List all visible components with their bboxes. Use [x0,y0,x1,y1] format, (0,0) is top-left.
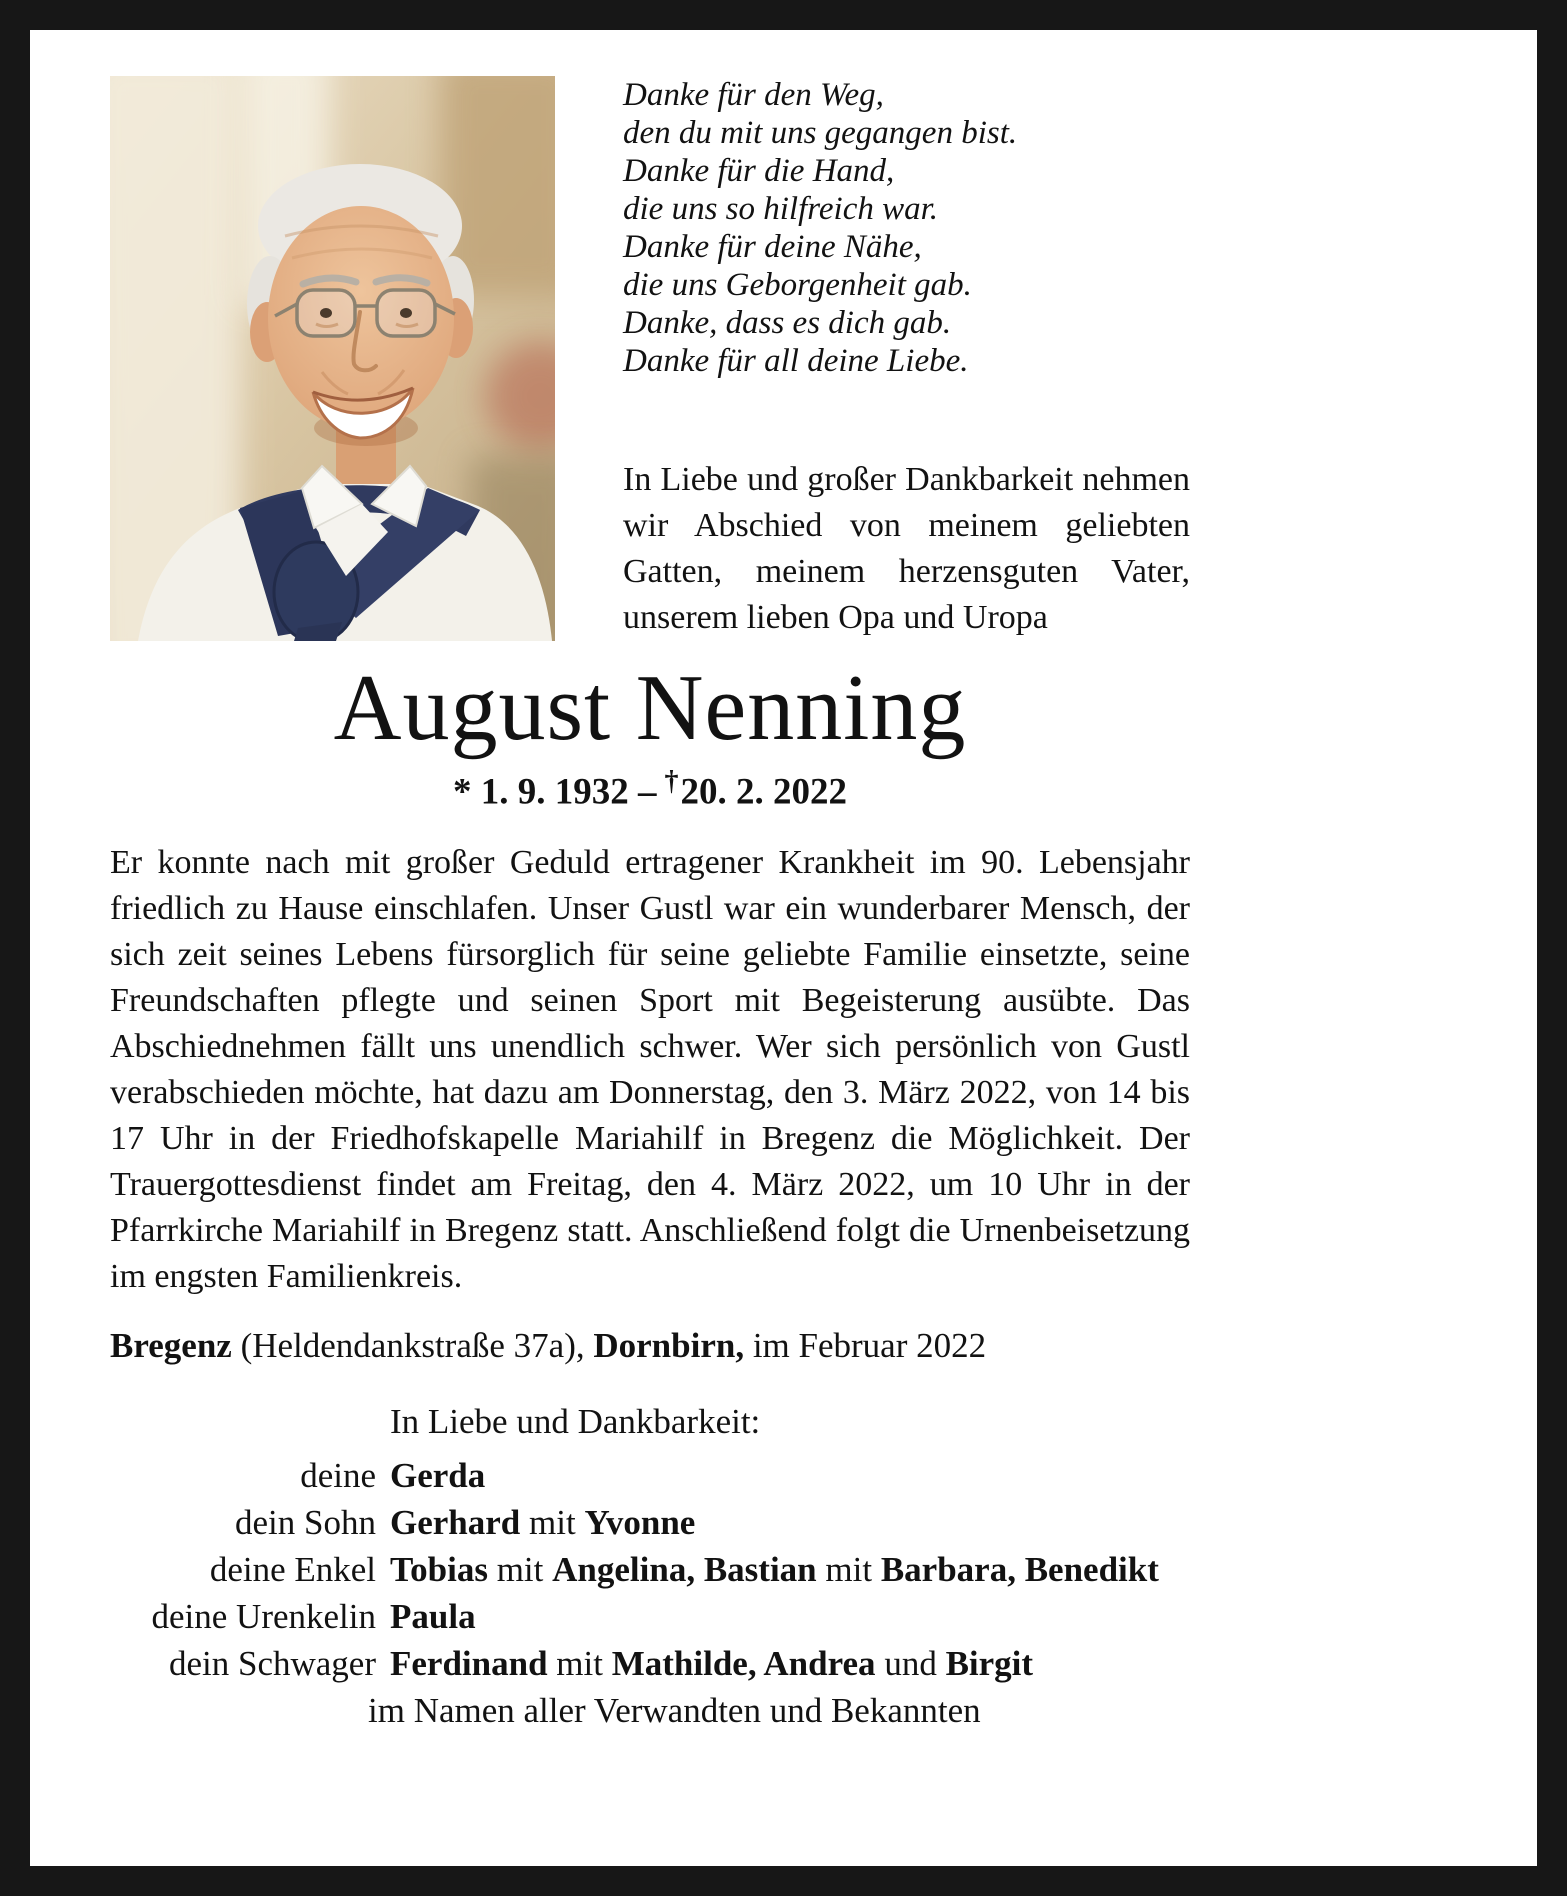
dagger-symbol: † [664,766,679,798]
family-entry [110,1499,1190,1546]
poem-line: die uns so hilfreich war. [623,191,939,227]
family-names: Tobias mit Angelina, Bastian mit Barbara, Benedikt [390,1549,1159,1589]
family-entry [110,1593,1190,1640]
poem-line: Danke für den Weg, [623,77,884,113]
memorial-poem [623,76,1190,380]
poem-line: Danke für die Hand, [623,153,895,189]
family-entry [110,1452,1190,1499]
closing-line: In Liebe und Dankbarkeit: [390,1401,761,1441]
deceased-name: August Nenning [333,656,967,760]
header-row [110,76,1190,641]
family-names: Gerda [390,1455,486,1495]
life-dates [110,766,1190,813]
family-footer: im Namen aller Verwandten und Bekannten [368,1690,981,1730]
family-relation: dein Schwager [168,1643,376,1683]
farewell-intro: In Liebe und großer Dankbarkeit nehmen wir Abschied von meinem geliebten Gatten, meinem herzensguten Vater, unserem lieben Opa und Uropa [623,461,1190,636]
place-dateline: Bregenz (Heldendankstraße 37a), Dornbirn, im Februar 2022 [110,1325,987,1365]
family-relation: deine Urenkelin [151,1596,376,1636]
poem-line: Danke für deine Nähe, [623,229,922,265]
poem-line: Danke für all deine Liebe. [623,343,969,379]
header-text-column [623,76,1190,641]
portrait-photo [110,76,555,641]
death-date: 20. 2. 2022 [680,771,847,813]
poem-line: den du mit uns gegangen bist. [623,115,1018,151]
family-names: Gerhard mit Yvonne [390,1502,696,1542]
birth-date: * 1. 9. 1932 – [453,771,657,813]
poem-line: Danke, dass es dich gab. [623,305,952,341]
portrait-illustration [110,76,555,641]
family-entry [110,1546,1190,1593]
family-names: Paula [390,1596,476,1636]
family-relation: dein Sohn [235,1502,376,1542]
family-relation: deine [300,1455,376,1495]
family-names: Ferdinand mit Mathilde, Andrea und Birgit [390,1643,1034,1683]
obituary-text: Er konnte nach mit großer Geduld ertragener Krankheit im 90. Lebensjahr friedlich zu Hause einschlafen. Unser Gustl war ein wunderbarer Mensch, der sich zeit seines Lebens fürsorglich für seine geliebte Familie einsetzte, seine Freundschaften pflegte und seinen Sport mit Begeisterung ausübte. Das Abschiednehmen fällt uns unendlich schwer. Wer sich persönlich von Gustl verabschieden möchte, hat dazu am Donnerstag, den 3. März 2022, von 14 bis 17 Uhr in der Friedhofskapelle Mariahilf in Bregenz die Möglichkeit. Der Trauergottesdienst findet am Freitag, den 4. März 2022, um 10 Uhr in der Pfarrkirche Mariahilf in Bregenz statt. Anschließend folgt die Urnenbeisetzung im engsten Familienkreis. [110,843,1190,1295]
family-list [110,1452,1190,1734]
poem-line: die uns Geborgenheit gab. [623,267,972,303]
family-relation: deine Enkel [209,1549,376,1589]
obituary-content [30,30,1190,1734]
family-entry [110,1640,1190,1687]
